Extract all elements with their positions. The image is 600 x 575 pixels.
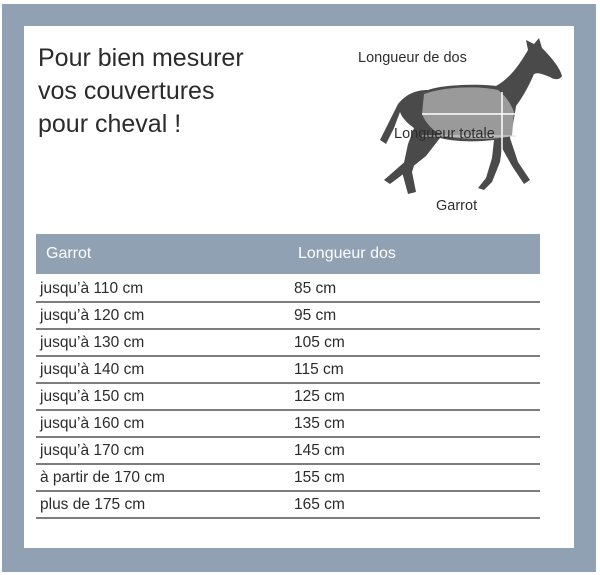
size-table (36, 276, 540, 519)
label-back-length: Longueur de dos (358, 50, 467, 66)
cell-longueur: 95 cm (294, 307, 337, 324)
table-row (36, 411, 540, 438)
page-title: Pour bien mesurer vos couvertures pour cheval ! (38, 44, 244, 138)
cell-longueur: 125 cm (294, 388, 345, 405)
content-panel (24, 26, 574, 548)
table-row (36, 384, 540, 411)
cell-garrot: jusqu’à 130 cm (40, 334, 145, 351)
cell-longueur: 135 cm (294, 415, 345, 432)
cell-garrot: jusqu’à 150 cm (40, 388, 145, 405)
label-total-length: Longueur totale (394, 126, 495, 142)
table-header (36, 234, 540, 274)
table-row (36, 303, 540, 330)
cell-longueur: 105 cm (294, 334, 345, 351)
header-longueur-dos: Longueur dos (298, 245, 396, 262)
cell-longueur: 155 cm (294, 469, 345, 486)
cell-garrot: plus de 175 cm (40, 496, 146, 513)
horse-diagram (356, 32, 566, 222)
table-row (36, 465, 540, 492)
cell-garrot: jusqu’à 170 cm (40, 442, 145, 459)
table-row (36, 357, 540, 384)
cell-garrot: jusqu’à 110 cm (40, 280, 144, 297)
cell-longueur: 85 cm (294, 280, 337, 297)
cell-longueur: 145 cm (294, 442, 345, 459)
table-row (36, 330, 540, 357)
cell-garrot: jusqu’à 140 cm (40, 361, 145, 378)
cell-garrot: jusqu’à 120 cm (40, 307, 145, 324)
header-garrot: Garrot (46, 245, 92, 262)
outer-frame (2, 4, 596, 572)
cell-longueur: 115 cm (294, 361, 344, 378)
cell-garrot: à partir de 170 cm (40, 469, 165, 486)
table-row (36, 276, 540, 303)
label-withers: Garrot (436, 198, 478, 214)
table-row (36, 438, 540, 465)
cell-longueur: 165 cm (294, 496, 345, 513)
table-row (36, 492, 540, 519)
cell-garrot: jusqu’à 160 cm (40, 415, 145, 432)
